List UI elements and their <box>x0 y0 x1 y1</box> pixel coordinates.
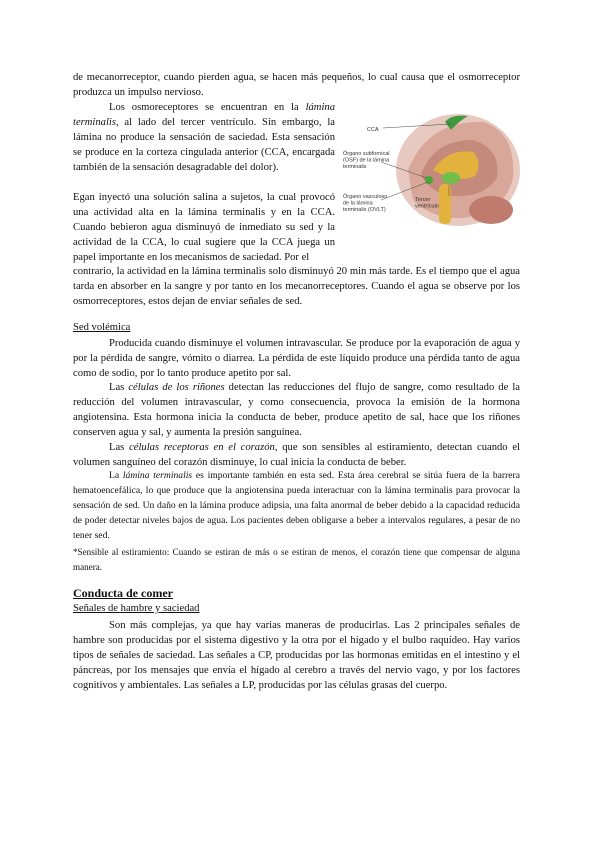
paragraph-lamina-angiotensin <box>73 468 520 543</box>
paragraph-hunger-signals: Son más complejas, ya que hay varias maneras de producirlas. Las 2 principales señales de hambre son producidas por el sistema digestivo y la otra por el hígado y el bulbo raquídeo. Hay varios tipos de señales de saciedad. Las señales a CP, producidas por las hormonas emitidas en el intestino y el páncreas, por los mensajes que envía el hígado al cerebro a través del nervio vago, y por los factores cognitivos y ambientales. Las señales a LP, producidas por las células grasas del cuerpo. <box>73 620 520 691</box>
text-span: Los osmoreceptores se encuentran en la <box>109 102 306 113</box>
heading-sed-volemica: Sed volémica <box>73 322 131 333</box>
label-third-ventricle: Tercer ventrículo <box>415 197 439 210</box>
text-span: es importante también en esta sed. Esta área cerebral se sitúa fuera de la barrera hematoencefálica, lo que produce que la angiotensina pueda interactuar con la lámina terminalis para provocar la sensación de sed. Un daño en la lámina produce adipsia, una falta anormal de beber debido a la capacidad reducida de poder detectar niveles bajos de agua. Los pacientes deben obligarse a beber a intervalos regulares, a pesar de no tener sed. <box>73 470 520 541</box>
paragraph-egan-continuation: contrario, la actividad en la lámina terminalis solo disminuyó 20 min más tarde. Es el tiempo que el agua tarda en absorber en la sangre y por tanto en los mecanorreceptores. Cuando el agua se observe por los osmorreceptores, estos dejan de enviar señales de sed. <box>73 266 520 307</box>
subfornical-organ <box>442 172 460 184</box>
text-span: , que son sensibles al estiramiento, detectan cuando el volumen sanguíneo del corazón disminuye, lo cual inicia la conducta de beber. <box>73 442 520 468</box>
brain-diagram <box>333 100 523 250</box>
heading-conducta-de-comer: Conducta de comer <box>73 586 173 600</box>
text-span: detectan las reducciones del flujo de sangre, como resultado de la reducción del volumen intravascular, y como consecuencia, provoca la emisión de la hormona angiotensina. Esta hormona inicia la conducta de beber, produce apetito de sal, hace que los riñones conserven agua y sal, y aumenta la presión sanguínea. <box>73 382 520 438</box>
emphasis-text: lámina terminalis <box>122 470 193 481</box>
paragraph-osmoreceptor-intro: de mecanorreceptor, cuando pierden agua, se hacen más pequeños, lo cual causa que el osmorreceptor produzca un impulso nervioso. <box>73 72 520 98</box>
emphasis-text: lámina terminalis <box>73 102 335 128</box>
paragraph-heart-receptors <box>73 440 520 470</box>
heading-senales-hambre: Señales de hambre y saciedad <box>73 603 200 614</box>
text-span: Las <box>109 382 129 393</box>
text-span: , al lado del tercer ventrículo. Sin embargo, la lámina no produce la sensación de saciedad. Esta sensación se produce en la corteza cingulada anterior (CCA, encargada también de la sensación desagradable del dolor). <box>73 117 335 173</box>
cerebellum <box>469 196 513 224</box>
emphasis-text: células receptoras en el corazón <box>129 442 275 453</box>
label-cca: CCA <box>367 127 379 133</box>
label-ovlt: Órgano vasculoso de la lámina terminalis (OVLT) <box>343 194 388 213</box>
text-span: La <box>109 470 123 481</box>
paragraph-egan-experiment: Egan inyectó una solución salina a sujetos, la cual provocó una actividad alta en la lámina terminalis y en la CCA. Cuando bebieron agua disminuyó de inmediato su sed y la actividad de la CCA, lo cual sugiere que la CCA juega un papel importante en los mecanismos de saciedad. Por el <box>73 192 335 263</box>
paragraph-sed-volemica: Producida cuando disminuye el volumen intravascular. Se produce por la evaporación de agua y por la pérdida de sangre, vómito o diarrea. La pérdida de este líquido produce una pérdida tanto de agua como de sodio, por lo tanto produce apetito por sal. <box>73 338 520 379</box>
paragraph-kidney-cells <box>73 380 520 440</box>
label-ost: Órgano subfornical (OSF) de la lámina terminalis <box>343 151 390 170</box>
text-span: Las <box>109 442 130 453</box>
footnote-stretch: *Sensible al estiramiento: Cuando se estiran de más o se estiran de menos, el corazón tiene que compensar de alguna manera. <box>73 547 520 572</box>
paragraph-lamina-terminalis <box>73 100 335 175</box>
emphasis-text: células de los riñones <box>128 382 225 393</box>
